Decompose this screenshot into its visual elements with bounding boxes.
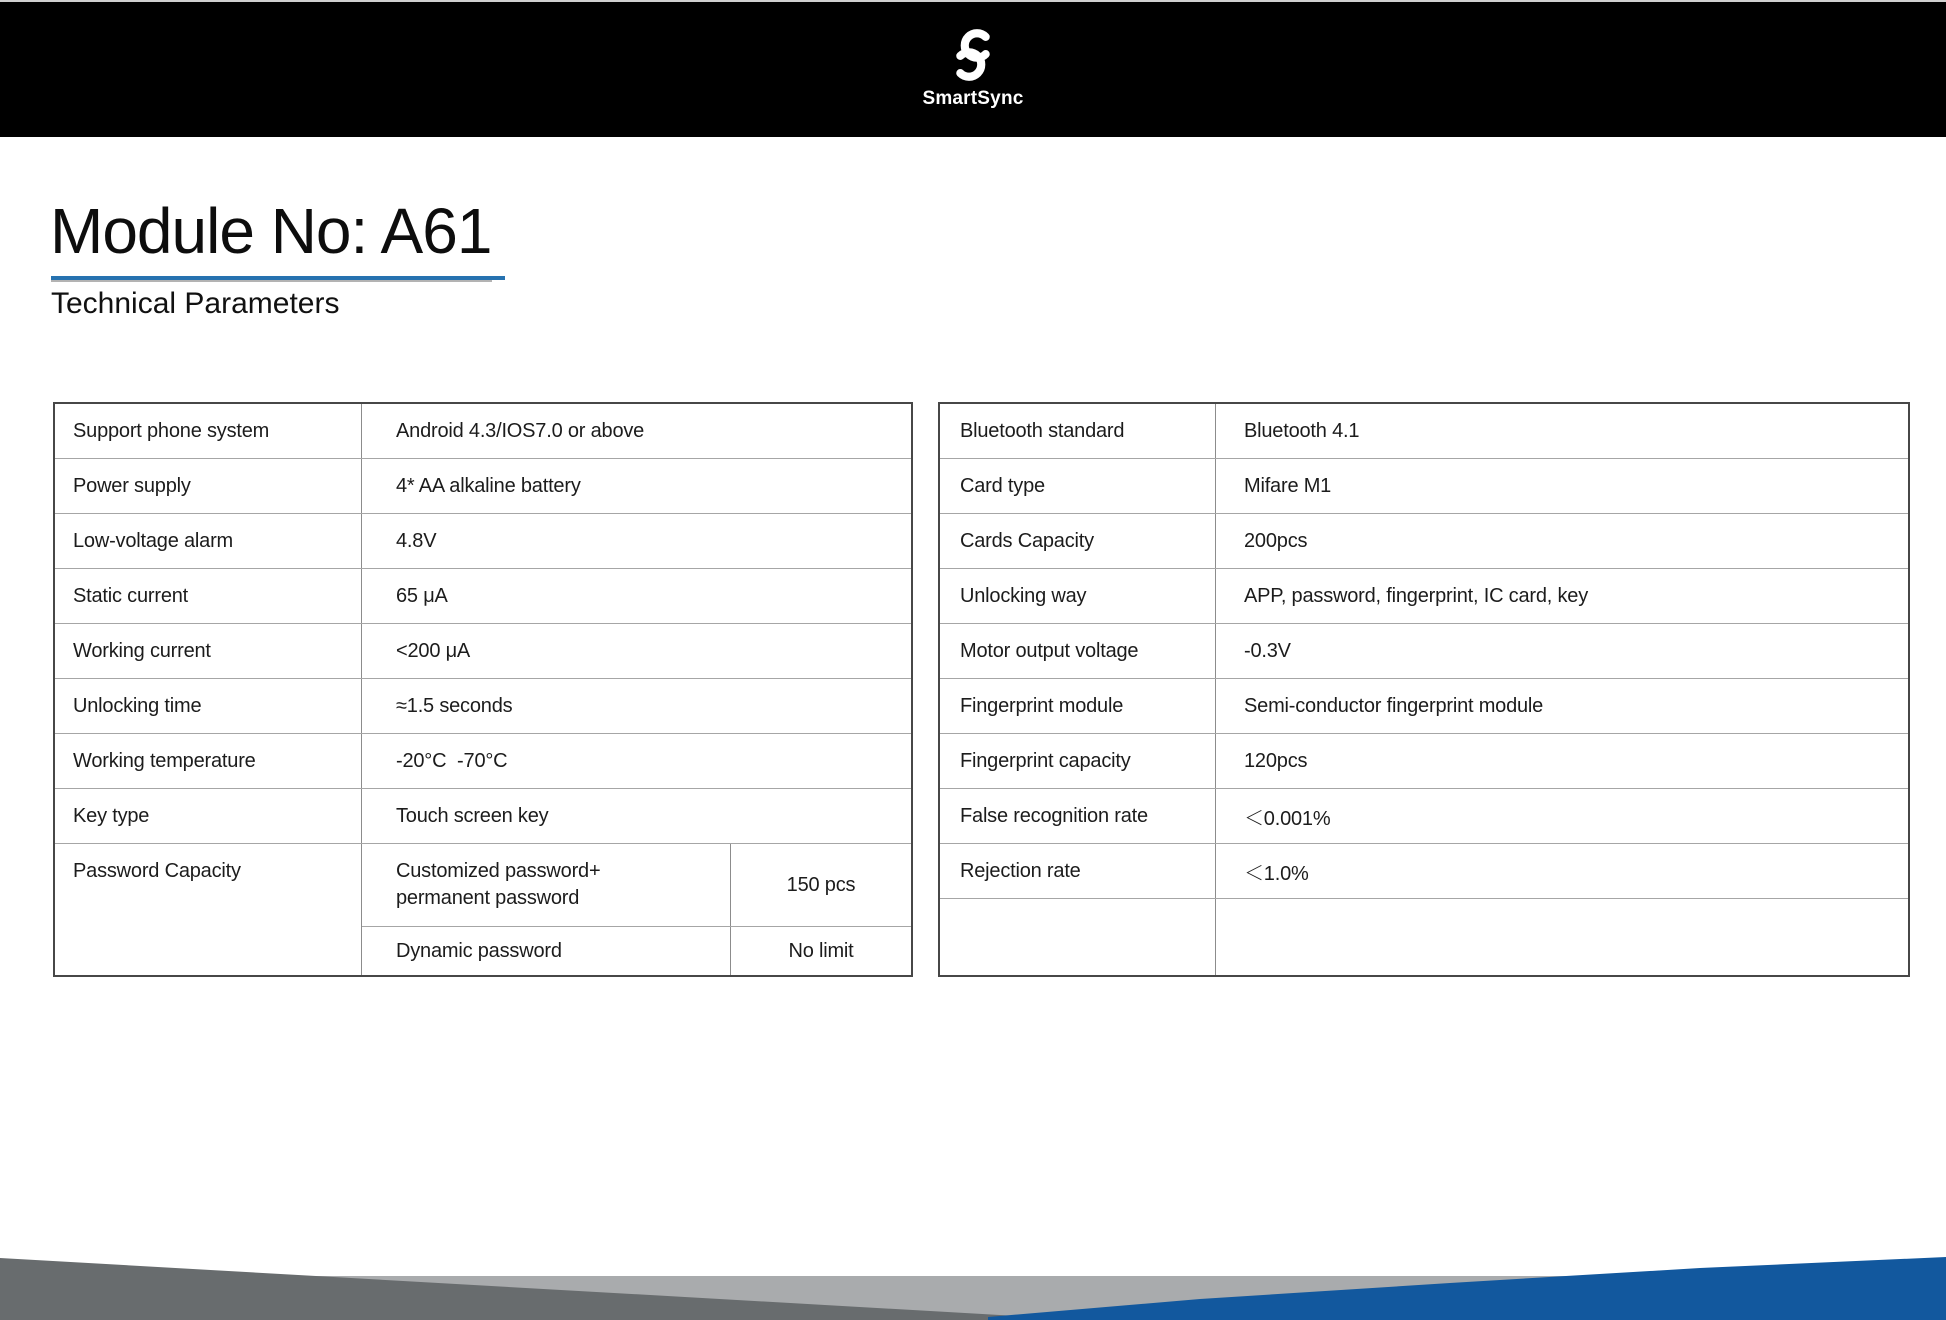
spec-value: ≈1.5 seconds <box>396 694 513 717</box>
footer-light-band <box>0 1276 1946 1320</box>
password-count: 150 pcs <box>786 873 856 896</box>
spec-value: Mifare M1 <box>1244 474 1332 497</box>
spec-label: Password Capacity <box>55 844 362 975</box>
spec-label: False recognition rate <box>940 789 1216 843</box>
page-subtitle: Technical Parameters <box>51 287 340 320</box>
spec-label: Fingerprint capacity <box>940 734 1216 788</box>
table-row <box>940 513 1908 568</box>
table-row <box>940 568 1908 623</box>
table-row <box>55 788 911 843</box>
password-type-line: Dynamic password <box>396 939 562 962</box>
spec-value: 4.8V <box>396 529 437 552</box>
spec-value: 120pcs <box>1244 749 1308 772</box>
footer-decoration <box>0 1250 1946 1320</box>
footer-dark-wedge <box>0 1258 1088 1320</box>
table-row <box>55 513 911 568</box>
table-row <box>940 788 1908 843</box>
password-type <box>362 927 731 975</box>
smartsync-logo-icon <box>944 24 1002 86</box>
password-type-line: Customized password+ <box>396 860 601 883</box>
brand-name: SmartSync <box>922 88 1024 109</box>
table-row <box>55 733 911 788</box>
page-title: Module No: A61 <box>50 195 492 267</box>
spec-value: 4* AA alkaline battery <box>396 474 581 497</box>
spec-label: Static current <box>55 569 362 623</box>
table-row <box>940 678 1908 733</box>
spec-label <box>940 899 1216 975</box>
spec-value: <200 μA <box>396 639 471 662</box>
spec-label: Key type <box>55 789 362 843</box>
table-row <box>55 568 911 623</box>
title-underline-shadow <box>51 280 492 282</box>
spec-value: Semi-conductor fingerprint module <box>1244 694 1544 717</box>
spec-value: -20°C -70°C <box>396 749 508 772</box>
table-row <box>55 678 911 733</box>
spec-value <box>1216 899 1908 975</box>
header-bar <box>0 0 1946 137</box>
spec-label: Unlocking way <box>940 569 1216 623</box>
spec-value: 200pcs <box>1244 529 1308 552</box>
spec-value: 65 μA <box>396 584 448 607</box>
spec-label: Bluetooth standard <box>940 404 1216 458</box>
table-row <box>940 733 1908 788</box>
table-row <box>362 844 911 926</box>
spec-label: Low-voltage alarm <box>55 514 362 568</box>
spec-value: Touch screen key <box>396 804 549 827</box>
spec-label: Fingerprint module <box>940 679 1216 733</box>
password-capacity-subtable <box>362 844 911 975</box>
spec-value: APP, password, fingerprint, IC card, key <box>1244 584 1589 607</box>
password-type <box>362 844 731 926</box>
table-row <box>55 458 911 513</box>
spec-value: ＜1.0% <box>1244 862 1309 885</box>
spec-table-left <box>53 402 913 977</box>
table-row <box>940 623 1908 678</box>
spec-label: Motor output voltage <box>940 624 1216 678</box>
spec-label: Cards Capacity <box>940 514 1216 568</box>
table-row-empty <box>940 898 1908 975</box>
password-capacity-row <box>55 843 911 975</box>
spec-value: Android 4.3/IOS7.0 or above <box>396 419 645 442</box>
table-row <box>362 926 911 975</box>
spec-table-right <box>938 402 1910 977</box>
table-row <box>55 623 911 678</box>
spec-label: Rejection rate <box>940 844 1216 898</box>
spec-value: Bluetooth 4.1 <box>1244 419 1360 442</box>
spec-value: ＜0.001% <box>1244 807 1331 830</box>
spec-label: Working temperature <box>55 734 362 788</box>
footer-blue-wedge <box>988 1257 1946 1320</box>
table-row <box>55 404 911 458</box>
spec-label: Unlocking time <box>55 679 362 733</box>
table-row <box>940 843 1908 898</box>
spec-label: Working current <box>55 624 362 678</box>
password-count: No limit <box>788 939 854 962</box>
spec-label: Power supply <box>55 459 362 513</box>
table-row <box>940 404 1908 458</box>
spec-value: -0.3V <box>1244 639 1291 662</box>
spec-label: Card type <box>940 459 1216 513</box>
table-row <box>940 458 1908 513</box>
spec-label: Support phone system <box>55 404 362 458</box>
password-type-line: permanent password <box>396 887 580 910</box>
